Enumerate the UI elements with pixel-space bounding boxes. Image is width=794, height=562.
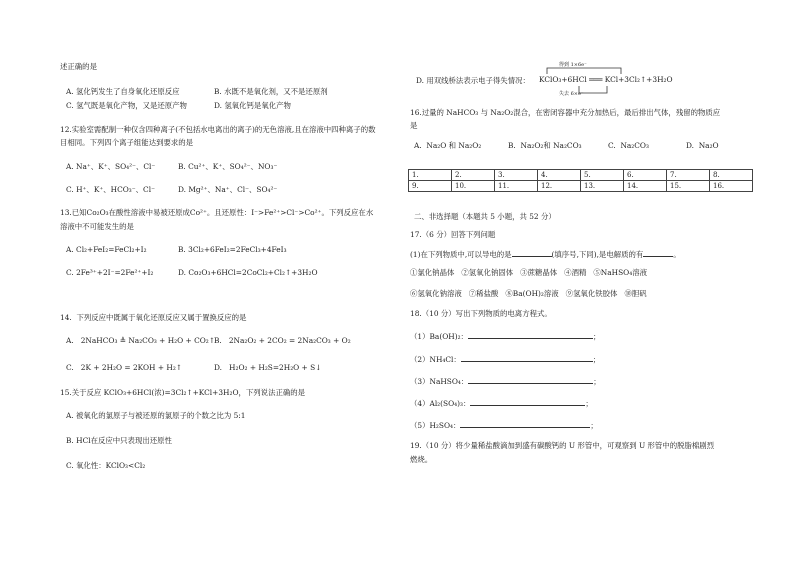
q17-substance-list-2: ⑥氢氧化钠溶液 ⑦稀盐酸 ⑧Ba(OH)₂溶液 ⑨氢氧化铁胶体 ⑩胆矾 [410, 289, 647, 298]
q12-option-b: B. Cu²⁺、K⁺、SO₄²⁻、NO₃⁻ [178, 162, 278, 171]
q13-option-c: C. 2Fe³⁺+2I⁻=2Fe²⁺+I₂ [66, 268, 154, 277]
question-12-line2: 目相同。下列四个离子组能达到要求的是 [60, 138, 194, 147]
answer-blank[interactable] [460, 420, 590, 428]
answer-blank[interactable] [468, 376, 593, 384]
q13-option-a: A. Cl₂+FeI₂=FeCl₂+I₂ [66, 245, 147, 254]
question-19-line2: 燃烧。 [410, 455, 433, 464]
question-19-line1: 19.（10 分）将少量稀盐酸滴加到盛有碳酸钙的 U 形管中，可观察到 U 形管中的脱脂棉剧烈 [410, 441, 715, 450]
q15-option-c: C. 氧化性：KClO₃<Cl₂ [66, 461, 146, 470]
q16-option-c: C. Na₂CO₃ [608, 141, 649, 150]
question-18: 18.（10 分）写出下列物质的电离方程式。 [410, 309, 552, 318]
q17-part-1 [410, 249, 681, 259]
answer-cell[interactable]: 12. [538, 181, 581, 192]
answer-cell[interactable]: 6. [624, 170, 667, 181]
q17-substance-list-1: ①氯化钠晶体 ②氢氧化钠固体 ③蔗糖晶体 ④酒精 ⑤NaHSO₄溶液 [410, 268, 647, 277]
question-13-line1: 13.已知Co₂O₃在酸性溶液中易被还原成Co²⁺。且还原性：I⁻>Fe²⁺>Cl⁻>Co²⁺。下列反应在水 [60, 208, 374, 217]
question-16-line2: 是 [410, 121, 418, 130]
answer-cell[interactable]: 13. [581, 181, 624, 192]
q18-item-4 [410, 398, 593, 408]
answer-blank[interactable] [643, 249, 673, 257]
question-16-line1: 16.过量的 NaHCO₃ 与 Na₂O₂混合，在密闭容器中充分加热后，最后排出气体，残留的物质应 [410, 108, 721, 117]
q11-option-d: D. 氢氧化钙是氧化产物 [214, 101, 291, 110]
double-bridge-diagram [539, 62, 679, 102]
answer-cell[interactable]: 4. [538, 170, 581, 181]
end-mark: ； [585, 399, 593, 408]
q11-option-c: C. 氢气既是氧化产物，又是还原产物 [66, 101, 187, 110]
answer-table-row [409, 181, 753, 192]
q18-item-1 [410, 331, 600, 341]
answer-cell[interactable]: 14. [624, 181, 667, 192]
answer-cell[interactable]: 16. [710, 181, 753, 192]
answer-blank[interactable] [512, 249, 552, 257]
q14-option-b: B. 2Na₂O₂ + 2CO₂ = 2Na₂CO₃ + O₂ [214, 336, 351, 345]
reaction-equation: KClO₃+6HCl ═══ KCl+3Cl₂↑+3H₂O [539, 75, 673, 84]
answer-cell[interactable]: 7. [667, 170, 710, 181]
answer-cell[interactable]: 11. [495, 181, 538, 192]
q18-item-5-label: （5）H₂SO₄： [410, 421, 461, 430]
answer-table [408, 169, 753, 192]
answer-table-row [409, 170, 753, 181]
answer-cell[interactable]: 10. [452, 181, 495, 192]
q13-option-d: D. Co₂O₃+6HCl=2CoCl₂+Cl₂↑+3H₂O [178, 268, 318, 277]
q17-part-1-text-a: (1)在下列物质中,可以导电的是 [410, 250, 512, 259]
question-17: 17.（6 分）回答下列问题 [410, 230, 496, 239]
question-12-line1: 12.实验室需配制一种仅含四种离子(不包括水电离出的离子)的无色溶液,且在溶液中四种离子的数 [60, 125, 376, 134]
answer-blank[interactable] [468, 331, 593, 339]
q15-option-d-label: D. 用双线桥法表示电子得失情况： [416, 76, 530, 85]
q14-option-a: A. 2NaHCO₃ ≜ Na₂CO₃ + H₂O + CO₂↑ [66, 336, 215, 345]
q15-option-a: A. 被氧化的氯原子与被还原的氯原子的个数之比为 5:1 [66, 411, 246, 420]
question-11-stem-tail: 述正确的是 [60, 62, 97, 71]
answer-cell[interactable]: 8. [710, 170, 753, 181]
answer-cell[interactable]: 5. [581, 170, 624, 181]
q16-option-b: B. Na₂O₂和 Na₂CO₃ [508, 141, 582, 150]
q11-option-b: B. 水既不是氧化剂，又不是还原剂 [214, 87, 328, 96]
electron-loss-label: 失去 6×e⁻ [559, 91, 584, 97]
q15-option-b: B. HCl在反应中只表现出还原性 [66, 436, 172, 445]
q18-item-2-label: （2）NH₄Cl： [410, 355, 461, 364]
q14-option-d: D. H₂O₂ + H₂S=2H₂O + S↓ [214, 363, 322, 372]
q12-option-d: D. Mg²⁺、Na⁺、Cl⁻、SO₄²⁻ [178, 185, 278, 194]
q17-part-1-text-b: (填序号,下同),是电解质的有 [551, 250, 644, 259]
section-2-heading: 二、非选择题（本题共 5 小题，共 52 分） [414, 212, 556, 221]
end-mark: ； [592, 332, 601, 341]
q16-option-d: D. Na₂O [686, 141, 719, 150]
q18-item-5 [410, 420, 598, 430]
answer-cell[interactable]: 2. [452, 170, 495, 181]
question-14: 14. 下列反应中既属于氧化还原反应又属于置换反应的是 [60, 313, 247, 322]
electron-gain-label: 得到 1×6e⁻ [559, 62, 587, 68]
q17-part-1-text-c: 。 [673, 250, 681, 259]
answer-blank[interactable] [461, 354, 593, 362]
q13-option-b: B. 3Cl₂+6FeI₂=2FeCl₃+4FeI₃ [178, 245, 287, 254]
answer-cell[interactable]: 3. [495, 170, 538, 181]
q18-item-2 [410, 354, 600, 364]
q18-item-4-label: （4）Al₂(SO₄)₃： [410, 399, 471, 408]
answer-cell[interactable]: 15. [667, 181, 710, 192]
q16-option-a: A. Na₂O 和 Na₂O₂ [414, 141, 482, 150]
q12-option-c: C. H⁺、K⁺、HCO₃⁻、Cl⁻ [66, 185, 155, 194]
answer-cell[interactable]: 1. [409, 170, 452, 181]
end-mark: ； [592, 355, 601, 364]
question-13-line2: 溶液中不可能发生的是 [60, 222, 134, 231]
q18-item-3-label: （3）NaHSO₄： [410, 377, 469, 386]
q18-item-1-label: （1）Ba(OH)₂： [410, 332, 468, 341]
answer-blank[interactable] [470, 398, 585, 406]
q12-option-a: A. Na⁺、K⁺、SO₄²⁻、Cl⁻ [66, 162, 156, 171]
question-15: 15.关于反应 KClO₃+6HCl(浓)=3Cl₂↑+KCl+3H₂O，下列说法正确的是 [60, 388, 306, 397]
q11-option-a: A. 氢化钙发生了自身氧化还原反应 [66, 87, 180, 96]
answer-cell[interactable]: 9. [409, 181, 452, 192]
end-mark: ； [593, 377, 601, 386]
q14-option-c: C. 2K + 2H₂O = 2KOH + H₂↑ [66, 363, 182, 372]
q18-item-3 [410, 376, 601, 386]
end-mark: ； [590, 421, 598, 430]
